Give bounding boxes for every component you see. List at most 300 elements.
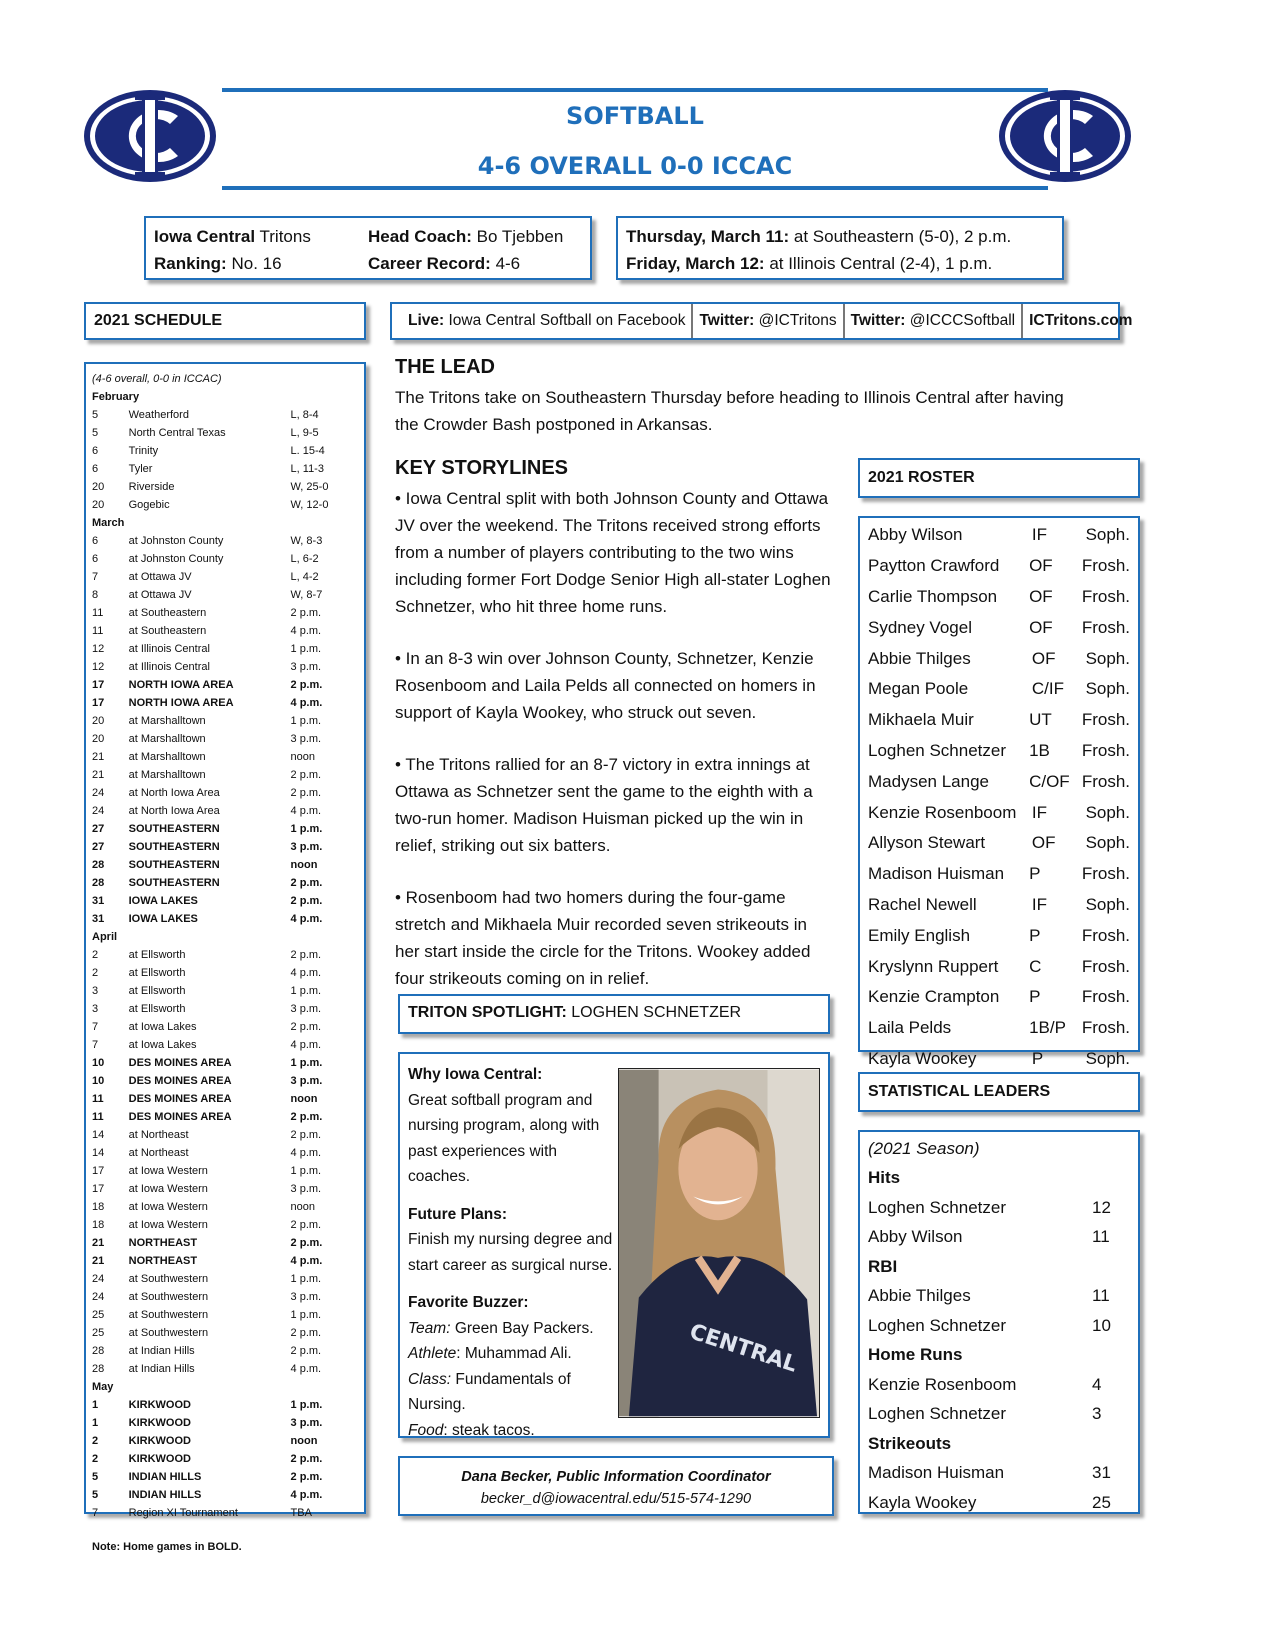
schedule-opponent: at Johnston County (128, 535, 224, 547)
schedule-title-box (84, 302, 366, 340)
roster-row (868, 582, 1130, 613)
schedule-opponent: at Iowa Western (128, 1201, 208, 1213)
schedule-opponent: Gogebic (128, 499, 170, 511)
player-name: Sydney Vogel (868, 617, 972, 637)
schedule-result: TBA (290, 1507, 312, 1519)
schedule-result: 1 p.m. (290, 715, 322, 727)
player-year: Frosh. (1081, 864, 1130, 884)
schedule-date: 7 (92, 1507, 99, 1519)
schedule-result: 2 p.m. (290, 1453, 323, 1465)
player-position: C (1029, 956, 1042, 976)
roster-title-box (858, 458, 1140, 498)
schedule-opponent: at Ellsworth (128, 949, 186, 961)
player-position: UT (1029, 710, 1052, 730)
schedule-subtitle: (4-6 overall, 0-0 in ICCAC) (92, 373, 222, 385)
player-year: Frosh. (1081, 987, 1130, 1007)
schedule-opponent: at Iowa Lakes (128, 1039, 197, 1051)
schedule-result: 3 p.m. (290, 1291, 322, 1303)
spotlight-label: TRITON SPOTLIGHT: (408, 1004, 567, 1021)
player-name: Mikhaela Muir (868, 710, 974, 730)
leader-value: 3 (1092, 1404, 1102, 1424)
game1-label: Thursday, March 11: (626, 227, 790, 246)
live-label: Live: (408, 312, 445, 329)
schedule-row (92, 658, 358, 676)
schedule-opponent: INDIAN HILLS (128, 1471, 202, 1483)
player-name: Kenzie Rosenboom (868, 802, 1017, 822)
game2-value: at Illinois Central (2-4), 1 p.m. (769, 254, 993, 273)
schedule-date: 6 (92, 445, 99, 457)
schedule-date: 7 (92, 571, 99, 583)
schedule-date: 14 (92, 1147, 105, 1159)
schedule-date: 28 (92, 859, 105, 871)
schedule-date: 6 (92, 553, 99, 565)
schedule-row (92, 406, 358, 424)
schedule-result: W, 25-0 (290, 481, 329, 493)
schedule-date: 24 (92, 1291, 105, 1303)
schedule-date: 7 (92, 1039, 99, 1051)
food-fav-value: : steak tacos. (443, 1421, 535, 1439)
schedule-date: 31 (92, 913, 105, 925)
leader-name: Kenzie Rosenboom (868, 1374, 1017, 1394)
schedule-opponent: at Ottawa JV (128, 571, 192, 583)
schedule-date: 6 (92, 535, 99, 547)
schedule-date: 20 (92, 481, 105, 493)
header-rule-top (222, 88, 1048, 92)
schedule-row (92, 946, 358, 964)
leaders-category: RBI (868, 1256, 898, 1276)
schedule-date: 12 (92, 643, 105, 655)
schedule-row (92, 1108, 358, 1126)
schedule-result: 1 p.m. (290, 1165, 322, 1177)
player-name: Megan Poole (868, 679, 969, 699)
schedule-result: 2 p.m. (290, 895, 323, 907)
iowa-central-logo-left (80, 86, 220, 186)
schedule-row (92, 640, 358, 658)
player-year: Frosh. (1081, 586, 1130, 606)
ranking-value: No. 16 (231, 254, 282, 273)
why-label: Why Iowa Central: (408, 1066, 543, 1083)
leaders-row (868, 1311, 1130, 1341)
schedule-row (92, 1054, 358, 1072)
schedule-date: 11 (92, 1093, 104, 1105)
leader-name: Abby Wilson (868, 1227, 963, 1247)
player-year: Frosh. (1081, 956, 1130, 976)
roster-row (868, 643, 1130, 674)
schedule-opponent: SOUTHEASTERN (128, 823, 220, 835)
roster-row (868, 766, 1130, 797)
schedule-opponent: at North Iowa Area (128, 805, 220, 817)
schedule-result: 4 p.m. (290, 1363, 322, 1375)
spotlight-name: LOGHEN SCHNETZER (571, 1004, 742, 1021)
schedule-opponent: DES MOINES AREA (128, 1075, 232, 1087)
schedule-date: 27 (92, 841, 105, 853)
schedule-date: 17 (92, 1165, 105, 1177)
schedule-row (92, 784, 358, 802)
player-position: 1B (1029, 740, 1050, 760)
player-year: Frosh. (1081, 771, 1130, 791)
schedule-date: 3 (92, 1003, 99, 1015)
schedule-result: L, 6-2 (290, 553, 319, 565)
player-name: Kenzie Crampton (868, 987, 1000, 1007)
schedule-date: 17 (92, 1183, 105, 1195)
career-value: 4-6 (495, 254, 521, 273)
leaders-title: STATISTICAL LEADERS (868, 1083, 1051, 1100)
schedule-result: 1 p.m. (290, 985, 322, 997)
schedule-result: 1 p.m. (290, 643, 322, 655)
schedule-opponent: DES MOINES AREA (128, 1093, 232, 1105)
schedule-opponent: NORTHEAST (128, 1255, 198, 1267)
schedule-date: 24 (92, 1273, 105, 1285)
schedule-row (92, 1396, 358, 1414)
schedule-date: 5 (92, 1489, 99, 1501)
team-record: 4-6 OVERALL 0-0 ICCAC (477, 152, 793, 180)
schedule-result: 3 p.m. (290, 1075, 323, 1087)
team-label: Iowa Central (154, 227, 256, 246)
schedule-row (92, 1450, 358, 1468)
schedule-title: 2021 SCHEDULE (94, 312, 223, 329)
schedule-row (92, 802, 358, 820)
schedule-opponent: at Johnston County (128, 553, 224, 565)
player-name: Kryslynn Ruppert (868, 956, 999, 976)
leader-value: 31 (1092, 1463, 1111, 1483)
leaders-box (858, 1130, 1140, 1514)
schedule-row (92, 712, 358, 730)
schedule-row (92, 1432, 358, 1450)
schedule-result: 2 p.m. (290, 769, 322, 781)
schedule-row (92, 604, 358, 622)
schedule-opponent: INDIAN HILLS (128, 1489, 202, 1501)
schedule-opponent: NORTH IOWA AREA (128, 679, 234, 691)
live-link[interactable] (402, 304, 693, 338)
player-position: IF (1031, 802, 1048, 822)
schedule-opponent: at Marshalltown (128, 715, 206, 727)
leaders-row (868, 1488, 1130, 1518)
schedule-result: L. 15-4 (290, 445, 325, 457)
roster-title: 2021 ROSTER (868, 469, 975, 486)
schedule-row (92, 694, 358, 712)
schedule-date: 28 (92, 1363, 105, 1375)
schedule-opponent: DES MOINES AREA (128, 1111, 232, 1123)
ranking-label: Ranking: (154, 254, 227, 273)
leaders-season: (2021 Season) (868, 1138, 980, 1158)
schedule-opponent: Region XI Tournament (128, 1507, 238, 1519)
schedule-opponent: IOWA LAKES (128, 913, 198, 925)
roster-list (868, 520, 1130, 1074)
coach-label: Head Coach: (368, 227, 472, 246)
team-name: Tritons (259, 227, 311, 246)
leader-name: Kayla Wookey (868, 1492, 977, 1512)
schedule-opponent: at Southeastern (128, 607, 207, 619)
schedule-box (84, 362, 366, 1553)
schedule-row (92, 1306, 358, 1324)
schedule-row (92, 586, 358, 604)
player-year: Soph. (1085, 1048, 1130, 1068)
player-name: Madison Huisman (868, 864, 1005, 884)
player-year: Soph. (1085, 648, 1130, 668)
schedule-date: 5 (92, 427, 99, 439)
schedule-date: 7 (92, 1021, 99, 1033)
schedule-row (92, 568, 358, 586)
schedule-result: 2 p.m. (290, 1021, 322, 1033)
schedule-result: 4 p.m. (290, 625, 322, 637)
schedule-row (92, 730, 358, 748)
schedule-date: 28 (92, 877, 105, 889)
food-fav-label: Food (408, 1421, 444, 1439)
schedule-row (92, 1126, 358, 1144)
player-year: Soph. (1085, 802, 1130, 822)
schedule-row (92, 820, 358, 838)
roster-row (868, 951, 1130, 982)
schedule-result: L, 4-2 (290, 571, 319, 583)
game2-label: Friday, March 12: (626, 254, 765, 273)
schedule-date: 6 (92, 463, 99, 475)
schedule-result: noon (290, 1435, 318, 1447)
live-value: Iowa Central Softball on Facebook (448, 312, 686, 329)
schedule-date: 17 (92, 679, 105, 691)
schedule-date: 21 (92, 1255, 105, 1267)
player-name: Carlie Thompson (868, 586, 998, 606)
leaders-row (868, 1400, 1130, 1430)
schedule-opponent: at Ellsworth (128, 967, 186, 979)
twitter1-value: @ICTritons (758, 312, 837, 329)
schedule-date: 18 (92, 1219, 105, 1231)
schedule-date: 17 (92, 697, 105, 709)
schedule-date: 20 (92, 715, 105, 727)
leader-name: Madison Huisman (868, 1463, 1005, 1483)
schedule-date: 2 (92, 949, 99, 961)
schedule-opponent: Tyler (128, 463, 153, 475)
schedule-result: 4 p.m. (290, 1489, 323, 1501)
schedule-date: 11 (92, 1111, 104, 1123)
schedule-row (92, 478, 358, 496)
roster-row (868, 705, 1130, 736)
schedule-result: L, 9-5 (290, 427, 319, 439)
schedule-result: 1 p.m. (290, 1399, 323, 1411)
schedule-result: 4 p.m. (290, 913, 323, 925)
why-text: Great softball program and nursing program, along with past experiences with coaches. (408, 1091, 600, 1185)
schedule-row (92, 1216, 358, 1234)
schedule-date: 1 (92, 1417, 99, 1429)
schedule-result: 2 p.m. (290, 787, 322, 799)
player-name: Paytton Crawford (868, 556, 1000, 576)
schedule-row (92, 1270, 358, 1288)
twitter-link-2[interactable] (845, 304, 1023, 338)
schedule-result: 1 p.m. (290, 1057, 323, 1069)
schedule-opponent: at Ottawa JV (128, 589, 192, 601)
schedule-result: 2 p.m. (290, 949, 322, 961)
leaders-row (868, 1282, 1130, 1312)
schedule-result: 4 p.m. (290, 967, 322, 979)
website-label: ICTritons.com (1029, 312, 1133, 329)
player-position: OF (1029, 617, 1053, 637)
athlete-fav-label: Athlete (408, 1345, 457, 1362)
schedule-result: 3 p.m. (290, 1003, 322, 1015)
schedule-opponent: at Southwestern (128, 1273, 209, 1285)
schedule-result: 2 p.m. (290, 1327, 322, 1339)
schedule-opponent: at Southwestern (128, 1327, 209, 1339)
player-name: Laila Pelds (868, 1018, 952, 1038)
schedule-result: 2 p.m. (290, 1237, 323, 1249)
schedule-row (92, 1072, 358, 1090)
schedule-opponent: at Indian Hills (128, 1345, 195, 1357)
schedule-date: 31 (92, 895, 105, 907)
schedule-result: noon (290, 1201, 316, 1213)
leader-value: 11 (1092, 1286, 1110, 1306)
roster-row (868, 520, 1130, 551)
player-name: Abbie Thilges (868, 648, 971, 668)
schedule-row (92, 910, 358, 928)
schedule-row (92, 676, 358, 694)
schedule-result: 2 p.m. (290, 1111, 323, 1123)
schedule-opponent: Trinity (128, 445, 159, 457)
schedule-date: 2 (92, 1435, 99, 1447)
roster-row (868, 920, 1130, 951)
roster-row (868, 674, 1130, 705)
lead-heading: THE LEAD (395, 356, 495, 378)
schedule-result: 4 p.m. (290, 805, 322, 817)
schedule-row (92, 1288, 358, 1306)
schedule-result: L, 11-3 (290, 463, 324, 475)
contact-details[interactable]: becker_d@iowacentral.edu/515-574-1290 (480, 1491, 752, 1507)
player-name: Allyson Stewart (868, 833, 986, 853)
player-position: IF (1031, 525, 1048, 545)
leaders-row (868, 1459, 1130, 1489)
roster-row (868, 797, 1130, 828)
twitter2-label: Twitter: (850, 312, 906, 329)
upcoming-games-box (616, 216, 1064, 280)
schedule-row (92, 1234, 358, 1252)
schedule-date: 24 (92, 805, 105, 817)
player-name: Emily English (868, 925, 971, 945)
schedule-date: 2 (92, 967, 99, 979)
schedule-opponent: North Central Texas (128, 427, 226, 439)
leader-value: 4 (1092, 1374, 1102, 1394)
sport-title: SOFTBALL (566, 102, 704, 130)
schedule-result: 2 p.m. (290, 1345, 322, 1357)
roster-box (858, 516, 1140, 1068)
schedule-opponent: DES MOINES AREA (128, 1057, 232, 1069)
schedule-note: Note: Home games in BOLD. (92, 1541, 242, 1553)
schedule-row (92, 766, 358, 784)
schedule-opponent: at Indian Hills (128, 1363, 195, 1375)
player-name: Kayla Wookey (868, 1048, 977, 1068)
leader-name: Loghen Schnetzer (868, 1404, 1006, 1424)
leader-value: 10 (1092, 1315, 1111, 1335)
schedule-row (92, 496, 358, 514)
schedule-row (92, 442, 358, 460)
schedule-opponent: at Iowa Lakes (128, 1021, 197, 1033)
schedule-row (92, 1000, 358, 1018)
player-position: C/IF (1031, 679, 1065, 699)
team-fav-value: Green Bay Packers. (454, 1319, 594, 1337)
storyline-item: • Iowa Central split with both Johnson County and Ottawa JV over the weekend. The Tritons received strong efforts from a number of players contributing to the two wins including former Fort Dodge Senior High all-stater Loghen Schnetzer, who hit three home runs. (395, 489, 831, 616)
schedule-row (92, 874, 358, 892)
schedule-row (92, 982, 358, 1000)
schedule-result: 2 p.m. (290, 1129, 322, 1141)
schedule-result: W, 8-3 (290, 535, 323, 547)
schedule-row (92, 622, 358, 640)
schedule-result: 2 p.m. (290, 877, 323, 889)
schedule-opponent: at Marshalltown (128, 769, 206, 781)
schedule-date: 21 (92, 769, 105, 781)
schedule-date: 12 (92, 661, 105, 673)
career-label: Career Record: (368, 254, 491, 273)
roster-row (868, 1044, 1130, 1075)
schedule-row (92, 1504, 358, 1522)
team-info-box (144, 216, 592, 280)
schedule-row (92, 1162, 358, 1180)
player-position: P (1029, 987, 1041, 1007)
schedule-opponent: NORTHEAST (128, 1237, 198, 1249)
schedule-opponent: at Southwestern (128, 1309, 209, 1321)
schedule-row (92, 1018, 358, 1036)
game1-value: at Southeastern (5-0), 2 p.m. (793, 227, 1012, 246)
schedule-opponent: at Marshalltown (128, 751, 206, 763)
buzzer-label: Favorite Buzzer: (408, 1294, 529, 1311)
player-year: Soph. (1085, 525, 1130, 545)
schedule-date: 5 (92, 1471, 99, 1483)
leaders-row (868, 1193, 1130, 1223)
class-fav-label: Class: (408, 1370, 452, 1388)
schedule-date: 24 (92, 787, 105, 799)
schedule-opponent: SOUTHEASTERN (128, 859, 220, 871)
schedule-row (92, 1360, 358, 1378)
spotlight-title-box (398, 994, 830, 1034)
schedule-date: 21 (92, 1237, 105, 1249)
player-name: Rachel Newell (868, 894, 977, 914)
schedule-result: 3 p.m. (290, 1417, 323, 1429)
schedule-list (92, 388, 358, 1522)
roster-row (868, 551, 1130, 582)
player-year: Frosh. (1081, 556, 1130, 576)
schedule-month: March (92, 517, 125, 529)
schedule-date: 20 (92, 733, 105, 745)
website-link[interactable] (1023, 304, 1138, 338)
leaders-row (868, 1370, 1130, 1400)
leader-name: Abbie Thilges (868, 1286, 971, 1306)
schedule-row (92, 424, 358, 442)
player-position: OF (1029, 586, 1053, 606)
contact-box (398, 1456, 834, 1516)
schedule-date: 8 (92, 589, 99, 601)
schedule-opponent: IOWA LAKES (128, 895, 198, 907)
schedule-date: 25 (92, 1327, 105, 1339)
roster-row (868, 890, 1130, 921)
schedule-result: 4 p.m. (290, 697, 323, 709)
schedule-date: 18 (92, 1201, 105, 1213)
schedule-result: L, 8-4 (290, 409, 319, 421)
schedule-row (92, 460, 358, 478)
schedule-date: 14 (92, 1129, 105, 1141)
player-position: OF (1029, 556, 1053, 576)
schedule-result: 2 p.m. (290, 1219, 322, 1231)
schedule-result: 1 p.m. (290, 1273, 322, 1285)
player-name: Abby Wilson (868, 525, 963, 545)
player-year: Frosh. (1081, 710, 1130, 730)
schedule-row (92, 856, 358, 874)
schedule-date: 10 (92, 1075, 105, 1087)
twitter1-label: Twitter: (699, 312, 755, 329)
schedule-result: 4 p.m. (290, 1147, 322, 1159)
twitter-link-1[interactable] (693, 304, 844, 338)
leader-name: Loghen Schnetzer (868, 1197, 1006, 1217)
schedule-result: 1 p.m. (290, 823, 323, 835)
player-position: C/OF (1029, 771, 1070, 791)
schedule-opponent: NORTH IOWA AREA (128, 697, 234, 709)
schedule-result: 4 p.m. (290, 1255, 323, 1267)
schedule-row (92, 1144, 358, 1162)
schedule-row (92, 1342, 358, 1360)
